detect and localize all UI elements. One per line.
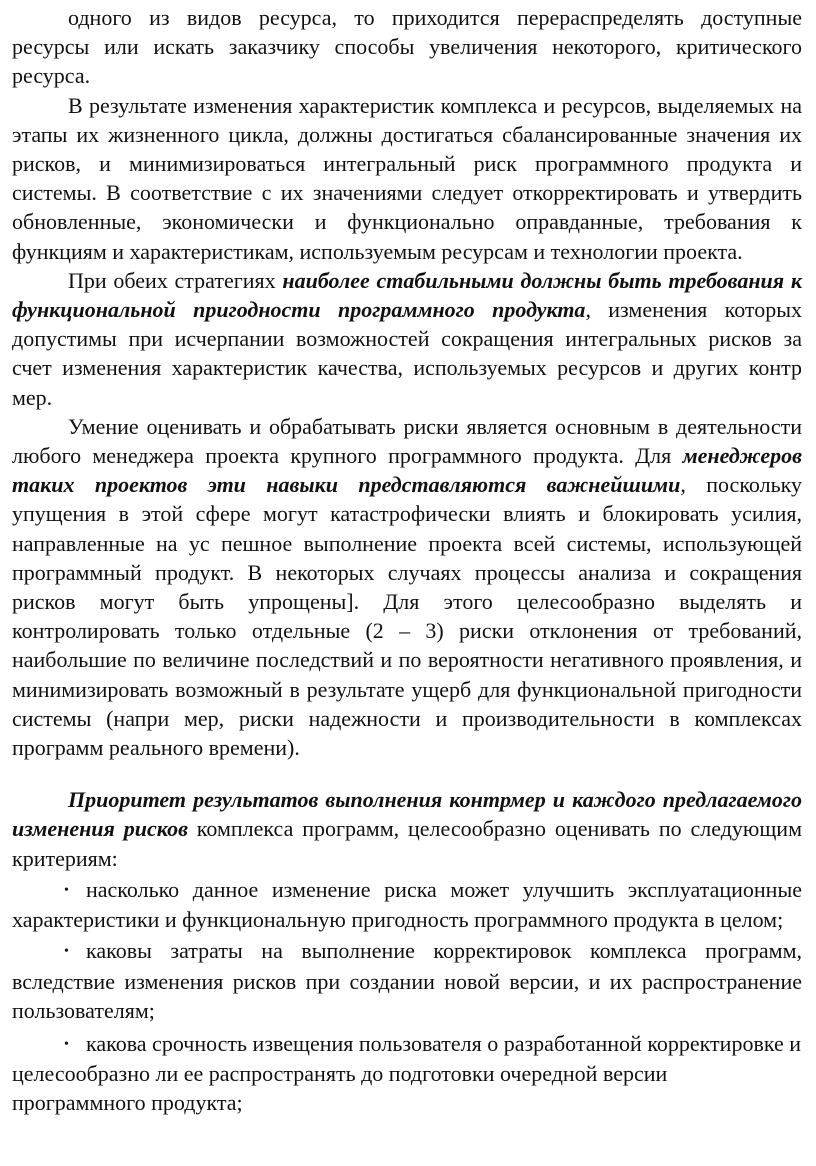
- paragraph-risk-management: [12, 412, 802, 762]
- list-item-text: какова срочность извещения пользователя о разработанной корректировке и целесообразно ли ее распространять до подготовки очередной версии программного продукта;: [12, 1030, 802, 1116]
- list-item: [12, 936, 802, 1025]
- list-item-text: каковы затраты на выполнение корректировок комплекса программ, вследствие изменения рисков при создании новой версии, и их распространение пользователям;: [12, 938, 802, 1023]
- paragraph-risk-management-lead: Умение оценивать и обрабатывать риски является основным в деятельности любого менеджера проекта крупного программного продукта. Для: [12, 413, 802, 469]
- paragraph-strategies-tail: , изменения которых допустимы при исчерпании возможностей сокращения интегральных рисков за счет изменения характеристик качества, используемых ресурсов и других контр мер.: [12, 297, 803, 410]
- paragraph-strategies-emphasis: наиболее стабильными должны быть требования к функциональной пригодности программного продукта: [12, 267, 802, 323]
- paragraph-priority-emphasis: Приоритет результатов выполнения контрмер и каждого предлагаемого изменения рисков: [12, 787, 802, 842]
- list-item: [12, 875, 802, 934]
- paragraph-characteristics-change: В результате изменения характеристик комплекса и ресурсов, выделяемых на этапы их жизненного цикла, должны достигаться сбалансированные значения их рисков, и минимизироваться интегральный риск программного продукта и системы. В соответствие с их значениями следует откорректировать и утвердить обновленные, экономически и функционально оправданные, требования к функциям и характеристикам, используемым ресурсам и технологии проекта.: [12, 92, 802, 264]
- bullet-icon: •: [64, 1036, 69, 1052]
- paragraph-risk-management-emphasis: менеджеров таких проектов эти навыки представляются важнейшими: [12, 443, 802, 498]
- bullet-icon: •: [64, 882, 69, 898]
- paragraph-priority: [12, 785, 802, 873]
- paragraph-strategies: [12, 266, 802, 412]
- bullet-icon: •: [64, 944, 69, 960]
- paragraph-strategies-lead: При обеих стратегиях: [68, 267, 283, 293]
- list-item-text: насколько данное изменение риска может улучшить эксплуатационные характеристики и функциональную пригодность программного продукта в целом;: [12, 876, 802, 933]
- paragraph-risk-management-tail: , поскольку упущения в этой сфере могут катастрофически влиять и блокировать усилия, направленные на ус пешное выполнение проекта всей системы, использующей программный продукт. В некоторых случаях процессы анализа и сокращения рисков могут быть упрощены]. Для этого целесообразно выделять и контролировать только отдельные (2 – 3) риски отклонения от требований, наибольшие по величине последствий и по вероятности негативного проявления, и минимизировать возможный в результате ущерб для функциональной пригодности системы (напри мер, риски надежности и производительности в комплексах программ реального времени).: [12, 472, 802, 761]
- list-item: [12, 1029, 802, 1118]
- paragraph-priority-tail: комплекса программ, целесообразно оценивать по следующим критериям:: [12, 816, 802, 871]
- paragraph-resource-continuation: одного из видов ресурса, то приходится перераспределять доступные ресурсы или искать заказчику способы увеличения некоторого, критического ресурса.: [12, 5, 802, 89]
